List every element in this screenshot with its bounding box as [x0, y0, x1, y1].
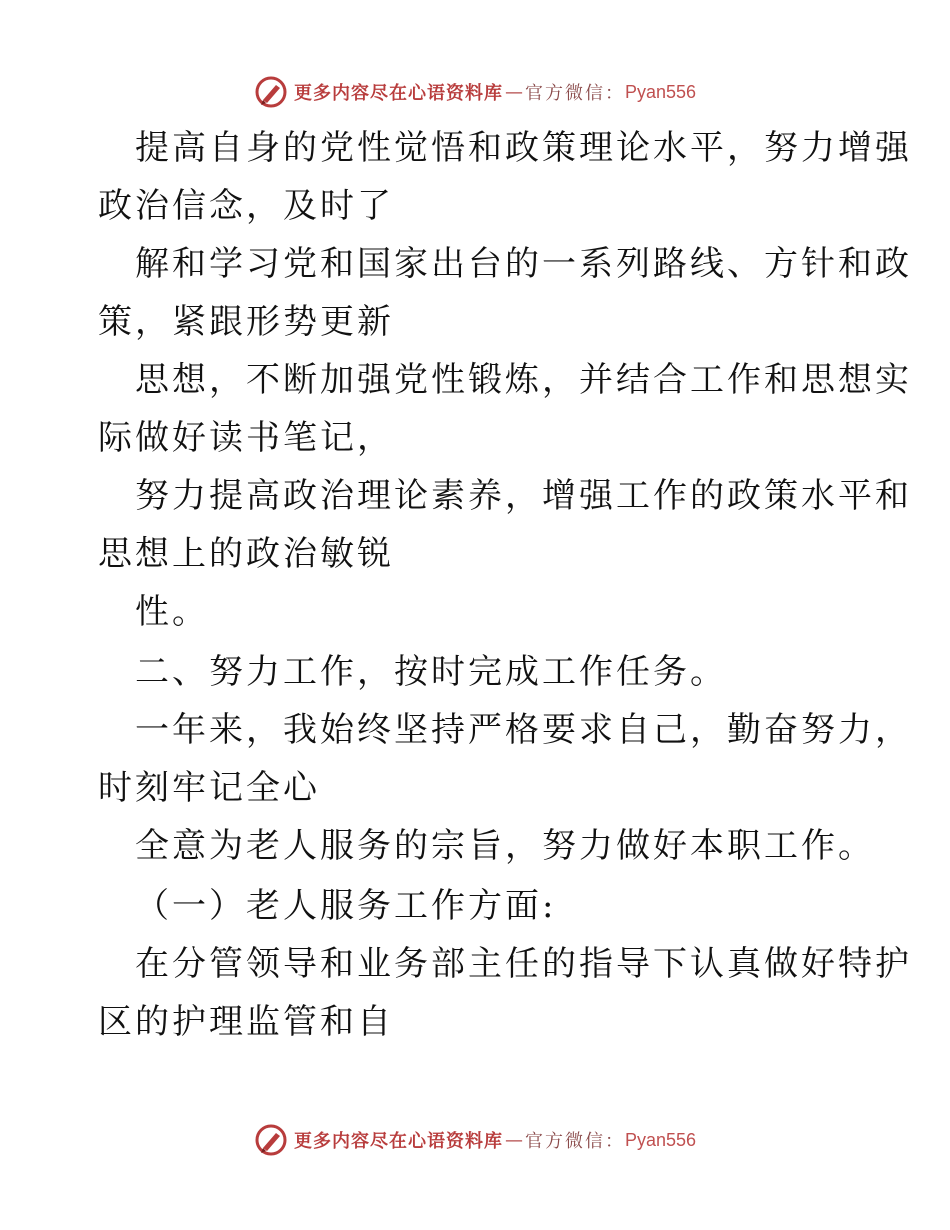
header-watermark — [0, 72, 950, 112]
footer-separator: — — [504, 1129, 523, 1151]
text-line: 提高自身的党性觉悟和政策理论水平，努力增强 — [135, 128, 912, 168]
header-wechat-label: 官方微信： — [524, 83, 625, 104]
text-line: 解和学习党和国家出台的一系列路线、方针和政 — [135, 244, 912, 284]
text-line: 思想上的政治敏锐 — [98, 534, 394, 574]
text-line: 性。 — [135, 592, 209, 632]
footer-wechat-id: Pyan556 — [624, 1129, 697, 1150]
text-line: 际做好读书笔记， — [98, 418, 394, 458]
text-line: 策，紧跟形势更新 — [98, 302, 394, 342]
text-line: 时刻牢记全心 — [98, 768, 320, 808]
header-site-name: 更多内容尽在心语资料库 — [293, 83, 503, 104]
footer-site-name: 更多内容尽在心语资料库 — [293, 1131, 503, 1152]
footer-watermark — [0, 1120, 950, 1160]
pen-logo-icon — [254, 1123, 288, 1157]
footer-wechat-label: 官方微信： — [524, 1131, 625, 1152]
text-line: 在分管领导和业务部主任的指导下认真做好特护 — [135, 944, 912, 984]
text-line: 区的护理监管和自 — [98, 1002, 394, 1042]
header-wechat-id: Pyan556 — [624, 81, 697, 102]
pen-logo-icon — [254, 75, 288, 109]
text-line: 思想，不断加强党性锻炼，并结合工作和思想实 — [135, 360, 912, 400]
subsection-heading: （一）老人服务工作方面: — [135, 886, 557, 926]
header-separator: — — [504, 81, 523, 103]
text-line: 全意为老人服务的宗旨，努力做好本职工作。 — [135, 826, 875, 866]
text-line: 政治信念，及时了 — [98, 186, 394, 226]
text-line: 一年来，我始终坚持严格要求自己，勤奋努力， — [135, 710, 912, 750]
section-heading: 二、努力工作，按时完成工作任务。 — [135, 652, 727, 692]
text-line: 努力提高政治理论素养，增强工作的政策水平和 — [135, 476, 912, 516]
